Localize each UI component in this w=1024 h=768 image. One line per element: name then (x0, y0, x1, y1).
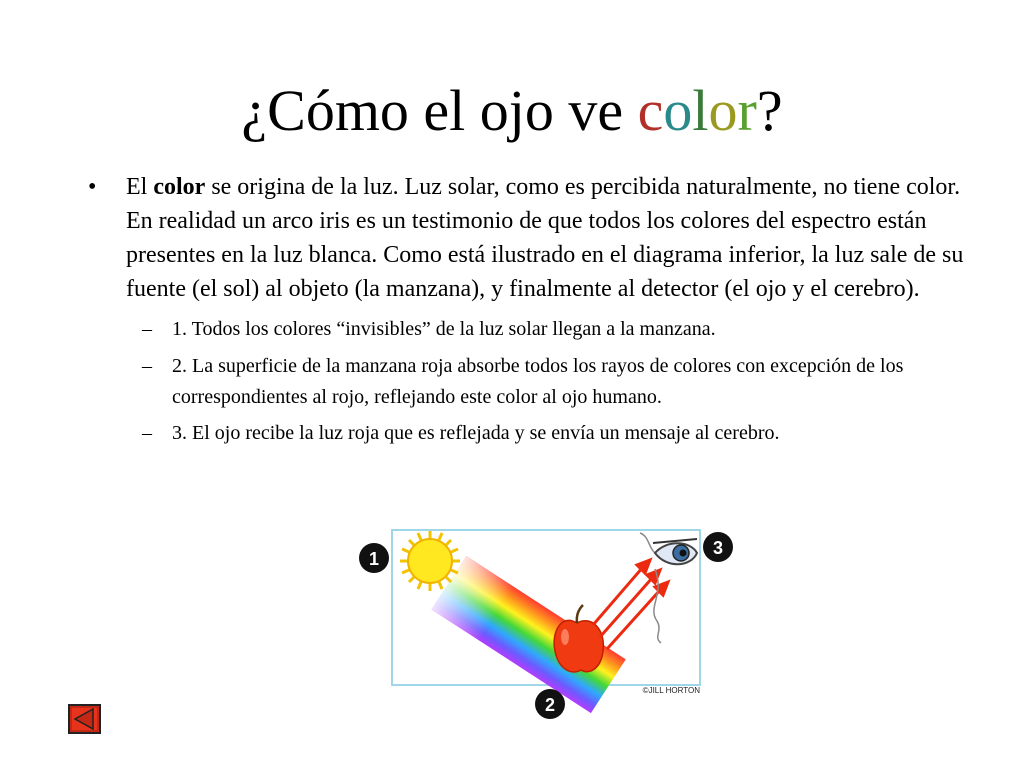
bullet-text: se origina de la luz. Luz solar, como es percibida naturalmente, no tiene color. En realidad un arco iris es un testimonio de que todos los colores del espectro están presentes en la luz blanca. Como está ilustrado en el diagrama inferior, la luz sale de su fuente (el sol) al objeto (la manzana), y finalmente al detector (el ojo y el cerebro). (126, 174, 964, 302)
triangle-left-icon (68, 704, 101, 734)
title-color-letter: o (663, 78, 693, 143)
sub-bullet-marker: – (142, 355, 152, 377)
bullet-bold-word: color (153, 174, 206, 200)
sub-bullet-3 (88, 418, 972, 449)
title-suffix: ? (756, 78, 783, 143)
title-color-letter: r (737, 78, 757, 143)
bullet-lead: El (126, 174, 154, 200)
title-prefix: ¿Cómo el ojo ve (241, 78, 638, 143)
sub-bullet-marker: – (142, 422, 152, 444)
sub-bullet-1 (88, 314, 972, 345)
sub-bullet-text: 2. La superficie de la manzana roja absorbe todos los rayos de colores con excepción de los correspondientes al rojo, reflejando este color al ojo humano. (172, 355, 904, 408)
sub-bullet-marker: – (142, 318, 152, 340)
bullet-marker: • (88, 174, 97, 200)
sun-icon (400, 531, 460, 591)
marker-2-label: 2 (544, 695, 556, 715)
sub-bullet-text: 3. El ojo recibe la luz roja que es reflejada y se envía un mensaje al cerebro. (172, 422, 780, 444)
title-color-letter: c (637, 78, 664, 143)
marker-2 (535, 689, 565, 719)
marker-1 (359, 543, 389, 573)
title-color-letter: l (692, 78, 709, 143)
bullet-list (88, 170, 988, 449)
title-color-word (638, 78, 757, 143)
main-bullet (88, 170, 986, 306)
sub-bullet-2 (88, 351, 972, 413)
slide-title (0, 78, 1024, 144)
diagram-credit: ©JILL HORTON (642, 686, 700, 695)
sub-bullet-text: 1. Todos los colores “invisibles” de la luz solar llegan a la manzana. (172, 318, 716, 340)
marker-3 (703, 532, 733, 562)
back-button[interactable] (68, 704, 101, 734)
marker-1-label: 1 (368, 549, 380, 569)
title-color-letter: o (708, 78, 738, 143)
light-diagram (355, 525, 740, 725)
marker-3-label: 3 (712, 538, 724, 558)
